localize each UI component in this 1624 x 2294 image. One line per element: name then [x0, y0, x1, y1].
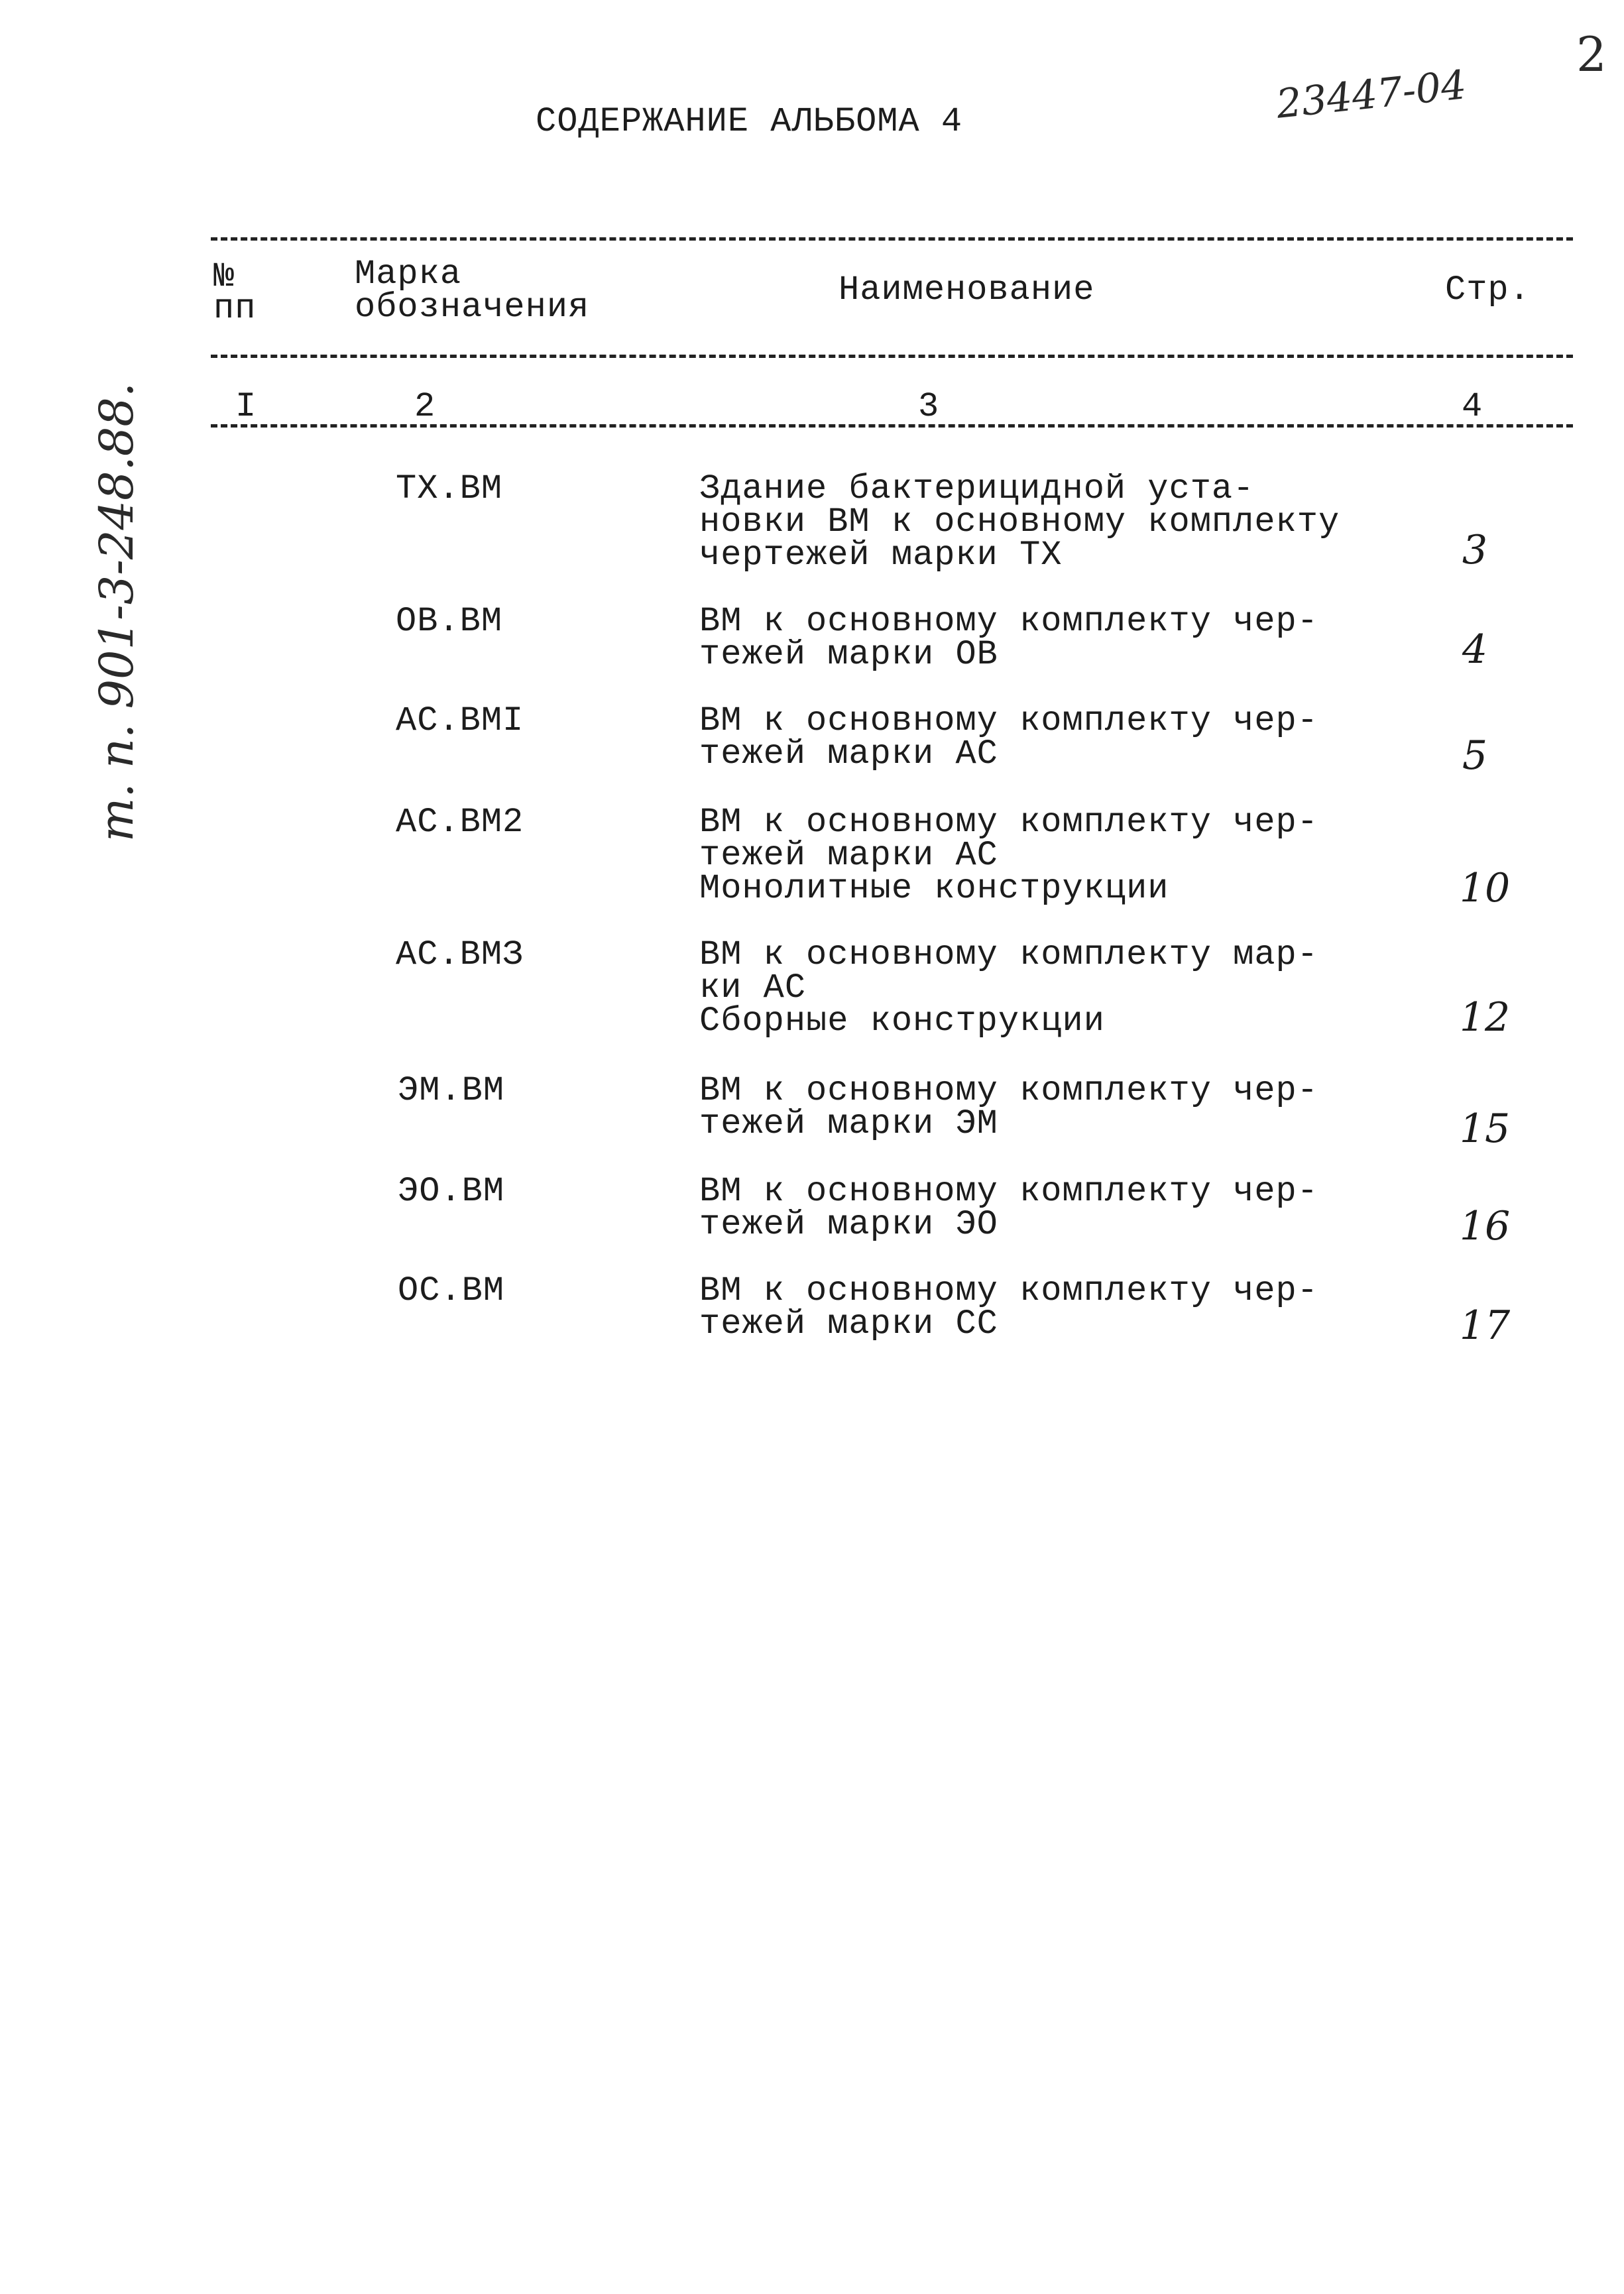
- column-number-3: 3: [918, 387, 940, 426]
- row-name-line: тежей марки СС: [699, 1304, 998, 1344]
- row-mark: АС.ВМ2: [396, 803, 524, 842]
- inventory-number: 23447-04: [1274, 62, 1469, 128]
- row-name-line: ВМ к основному комплекту мар-: [699, 935, 1318, 974]
- header-no-pp: пп: [213, 289, 257, 328]
- row-name-line: ВМ к основному комплекту чер-: [699, 1172, 1318, 1211]
- row-mark: ТХ.ВМ: [396, 469, 503, 508]
- row-name-line: Здание бактерицидной уста-: [699, 469, 1255, 508]
- header-mark-designation: обозначения: [355, 288, 590, 327]
- row-page: 15: [1459, 1106, 1511, 1152]
- row-page: 10: [1459, 865, 1511, 911]
- row-page: 4: [1462, 626, 1488, 673]
- header-bottom-rule: [211, 355, 1573, 358]
- row-page: 16: [1459, 1203, 1511, 1249]
- row-name-line: тежей марки АС: [699, 836, 998, 875]
- table-top-rule: [211, 237, 1573, 241]
- header-mark: Марка: [355, 255, 462, 294]
- row-page: 5: [1462, 732, 1488, 779]
- row-name-line: тежей марки ЭО: [699, 1205, 998, 1244]
- row-name-line: тежей марки ОВ: [699, 635, 998, 674]
- row-name-line: чертежей марки ТХ: [699, 536, 1063, 575]
- column-number-2: 2: [414, 387, 436, 426]
- row-name-line: ки АС: [699, 968, 807, 1007]
- row-mark: ЭМ.ВМ: [398, 1071, 505, 1110]
- row-name-line: ВМ к основному комплекту чер-: [699, 701, 1318, 740]
- page-number: 2: [1576, 27, 1607, 82]
- row-mark: АС.ВМЗ: [396, 935, 524, 974]
- margin-stamp: т. п. 901-3-248.88.: [89, 382, 144, 842]
- row-name-line: тежей марки ЭМ: [699, 1104, 998, 1143]
- row-name-line: Монолитные конструкции: [699, 869, 1169, 908]
- row-name-line: ВМ к основному комплекту чер-: [699, 602, 1318, 641]
- header-no-symbol: №: [213, 257, 235, 296]
- row-page: 3: [1462, 527, 1488, 573]
- row-name-line: Сборные конструкции: [699, 1002, 1105, 1041]
- header-name: Наименование: [839, 270, 1095, 310]
- row-mark: ЭО.ВМ: [398, 1172, 505, 1211]
- row-mark: ОВ.ВМ: [396, 602, 503, 641]
- row-name-line: тежей марки АС: [699, 734, 998, 774]
- row-name-line: ВМ к основному комплекту чер-: [699, 803, 1318, 842]
- column-number-4: 4: [1462, 387, 1483, 426]
- row-page: 12: [1459, 994, 1511, 1041]
- header-page: Стр.: [1445, 270, 1531, 310]
- page-title: СОДЕРЖАНИЕ АЛЬБОМА 4: [536, 102, 963, 141]
- row-mark: АС.ВМI: [396, 701, 524, 740]
- row-mark: ОС.ВМ: [398, 1271, 505, 1310]
- row-name-line: новки ВМ к основному комплекту: [699, 502, 1340, 542]
- row-name-line: ВМ к основному комплекту чер-: [699, 1271, 1318, 1310]
- row-page: 17: [1459, 1302, 1511, 1349]
- row-name-line: ВМ к основному комплекту чер-: [699, 1071, 1318, 1110]
- column-number-1: I: [235, 387, 257, 426]
